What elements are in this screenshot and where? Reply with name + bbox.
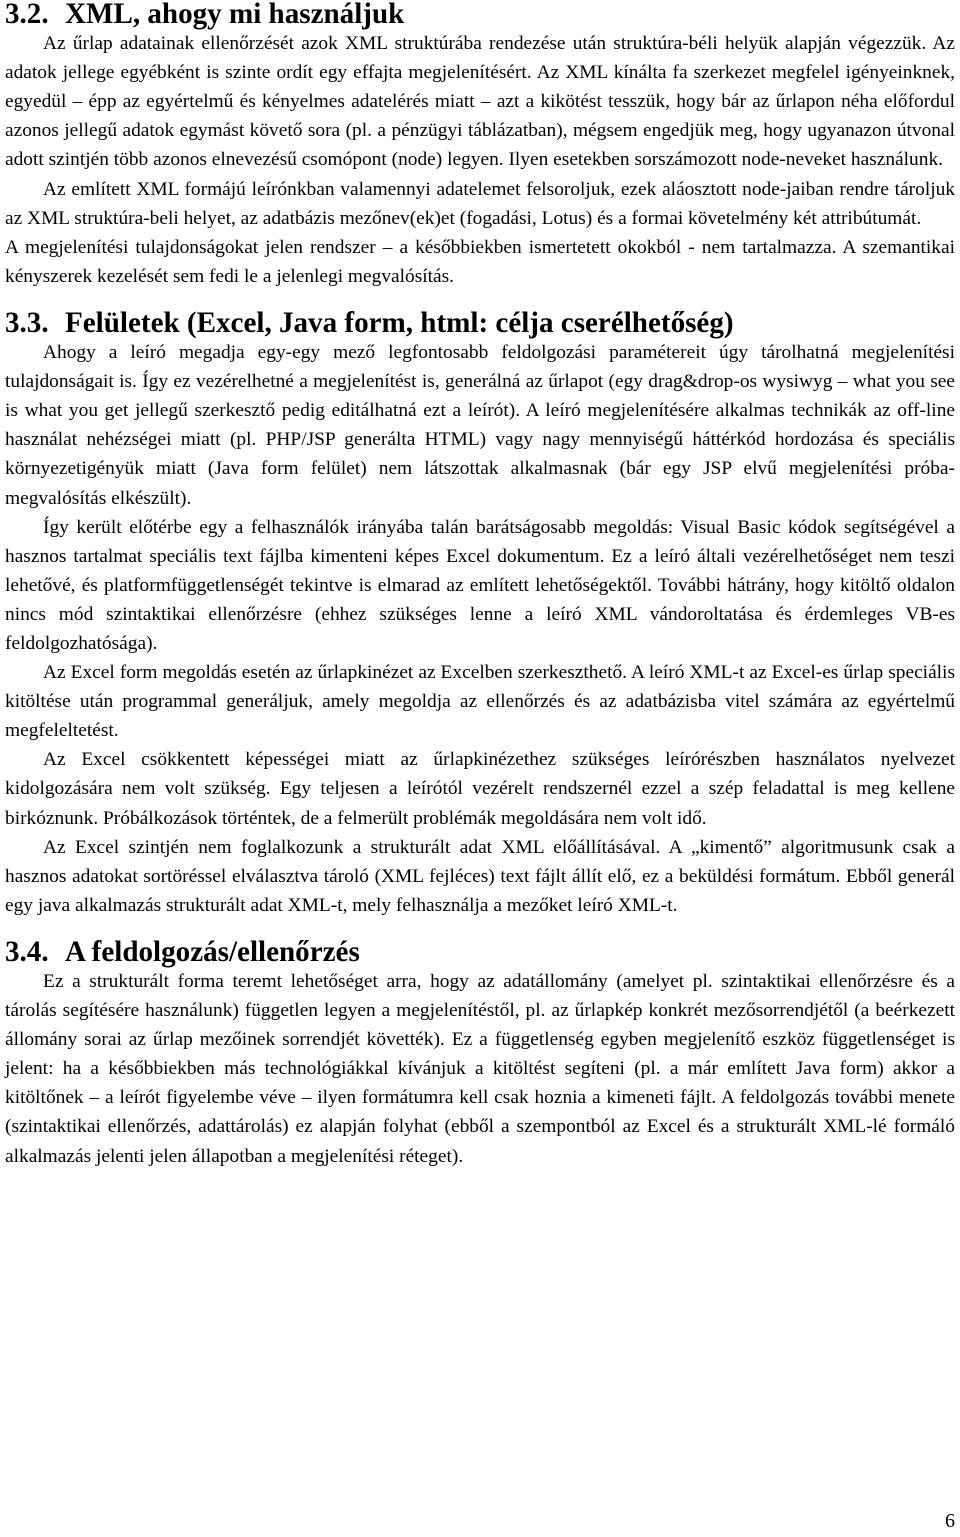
section-title: XML, ahogy mi használjuk <box>65 0 405 30</box>
document-page <box>5 0 955 1171</box>
paragraph: A megjelenítési tulajdonságokat jelen rendszer – a későbbiekben ismertetett okokból - nem tartalmazza. A szemantikai kényszerek kezelését sem fedi le a jelenlegi megvalósítás. <box>5 236 955 287</box>
section-number: 3.4. <box>5 935 49 968</box>
section-title: A feldolgozás/ellenőrzés <box>65 935 360 968</box>
section-number: 3.2. <box>5 0 49 30</box>
section-heading-3-2 <box>5 0 955 29</box>
page-number: 6 <box>945 1510 955 1532</box>
section-heading-3-4 <box>5 935 955 968</box>
paragraph: Az említett XML formájú leírónkban valamennyi adatelemet felsoroljuk, ezek aláosztott node-jaiban rendre tároljuk az XML struktúra-beli helyet, az adatbázis mezőnev(ek)et (fogadási, Lotus) és a formai követelmény két attribútumát. <box>5 178 955 229</box>
paragraph: Az űrlap adatainak ellenőrzését azok XML struktúrába rendezése után struktúra-béli helyük alapján végezzük. Az adatok jellege egyébként is szinte ordít egy effajta megjelenítésért. Az XML kínálta fa szerkezet megfelel igényeinknek, egyedül – épp az egyértelmű és kényelmes adatelérés miatt – azt a kikötést tesszük, hogy bár az űrlapon néha előfordul azonos jellegű adatok egymást követő sora (pl. a pénzügyi táblázatban), mégsem engedjük meg, hogy ugyanazon útvonal adott szintjén több azonos elnevezésű csomópont (node) legyen. Ilyen esetekben sorszámozott node-neveket használunk. <box>5 33 955 171</box>
paragraph: Az Excel csökkentett képességei miatt az űrlapkinézethez szükséges leírórészben használatos nyelvezet kidolgozására nem volt szükség. Egy teljesen a leírótól vezérelt rendszernél ezzel a szép feladattal is meg kellene birkóznunk. Próbálkozások történtek, de a felmerült problémák megoldására nem volt idő. <box>5 749 955 829</box>
section-title: Felületek (Excel, Java form, html: célja cserélhetőség) <box>65 306 734 339</box>
section-heading-3-3 <box>5 306 955 339</box>
section-number: 3.3. <box>5 306 49 339</box>
paragraph: Így került előtérbe egy a felhasználók irányába talán barátságosabb megoldás: Visual Basic kódok segítségével a hasznos tartalmat speciális text fájlba kimenteni képes Excel dokumentum. Ez a leíró általi vezérelhetőséget nem teszi lehetővé, és platformfüggetlenségét tekintve is elmarad az említett lehetőségektől. További hátrány, hogy kitöltő oldalon nincs mód szintaktikai ellenőrzésre (ehhez szükséges lenne a leíró XML vándoroltatása és érdemleges VB-es feldolgozhatósága). <box>5 516 955 654</box>
paragraph: Az Excel form megoldás esetén az űrlapkinézet az Excelben szerkeszthető. A leíró XML-t az Excel-es űrlap speciális kitöltése után programmal generáljuk, amely megoldja az ellenőrzés és az adatbázisba vitel számára az egyértelmű megfeleltetést. <box>5 662 955 742</box>
paragraph: Ez a strukturált forma teremt lehetőséget arra, hogy az adatállomány (amelyet pl. szintaktikai ellenőrzésre és a tárolás segítésére használunk) független legyen a megjelenítéstől, pl. az űrlapkép konkrét mezősorrendjétől (a beérkezett állomány sorai az űrlap mezőinek sorrendjét követték). Ez a függetlenség egyben megjelenítő eszköz függetlenséget is jelent: ha a későbbiekben más technológiákkal kívánjuk a kitöltést segíteni (pl. a már említett Java form) akkor a kitöltőnek – a leírót figyelembe véve – ilyen formátumra kell csak hoznia a kimeneti fájlt. A feldolgozás további menete (szintaktikai ellenőrzés, adattárolás) ez alapján folyhat (ebből a szempontból az Excel és a strukturált XML-lé formáló alkalmazás jelenti jelen állapotban a megjelenítési réteget). <box>5 971 955 1167</box>
paragraph: Az Excel szintjén nem foglalkozunk a strukturált adat XML előállításával. A „kimentő” algoritmusunk csak a hasznos adatokat sortöréssel elválasztva tároló (XML fejléces) text fájlt állít elő, ez a beküldési formátum. Ebből generál egy java alkalmazás strukturált adat XML-t, mely felhasználja a mezőket leíró XML-t. <box>5 836 955 916</box>
paragraph: Ahogy a leíró megadja egy-egy mező legfontosabb feldolgozási paramétereit úgy tárolhatná megjelenítési tulajdonságait is. Így ez vezérelhetné a megjelenítést is, generálná az űrlapot (egy drag&drop-os wysiwyg – what you see is what you get jellegű szerkesztő pedig editálhatná ezt a leírót). A leíró megjelenítésére alkalmas technikák az off-line használat nehézségei miatt (pl. PHP/JSP generálta HTML) vagy nagy mennyiségű háttérkód hordozása és speciális környezetigényük miatt (Java form felület) nem látszottak alkalmasnak (bár egy JSP elvű megjelenítési próba-megvalósítás elkészült). <box>5 342 955 509</box>
